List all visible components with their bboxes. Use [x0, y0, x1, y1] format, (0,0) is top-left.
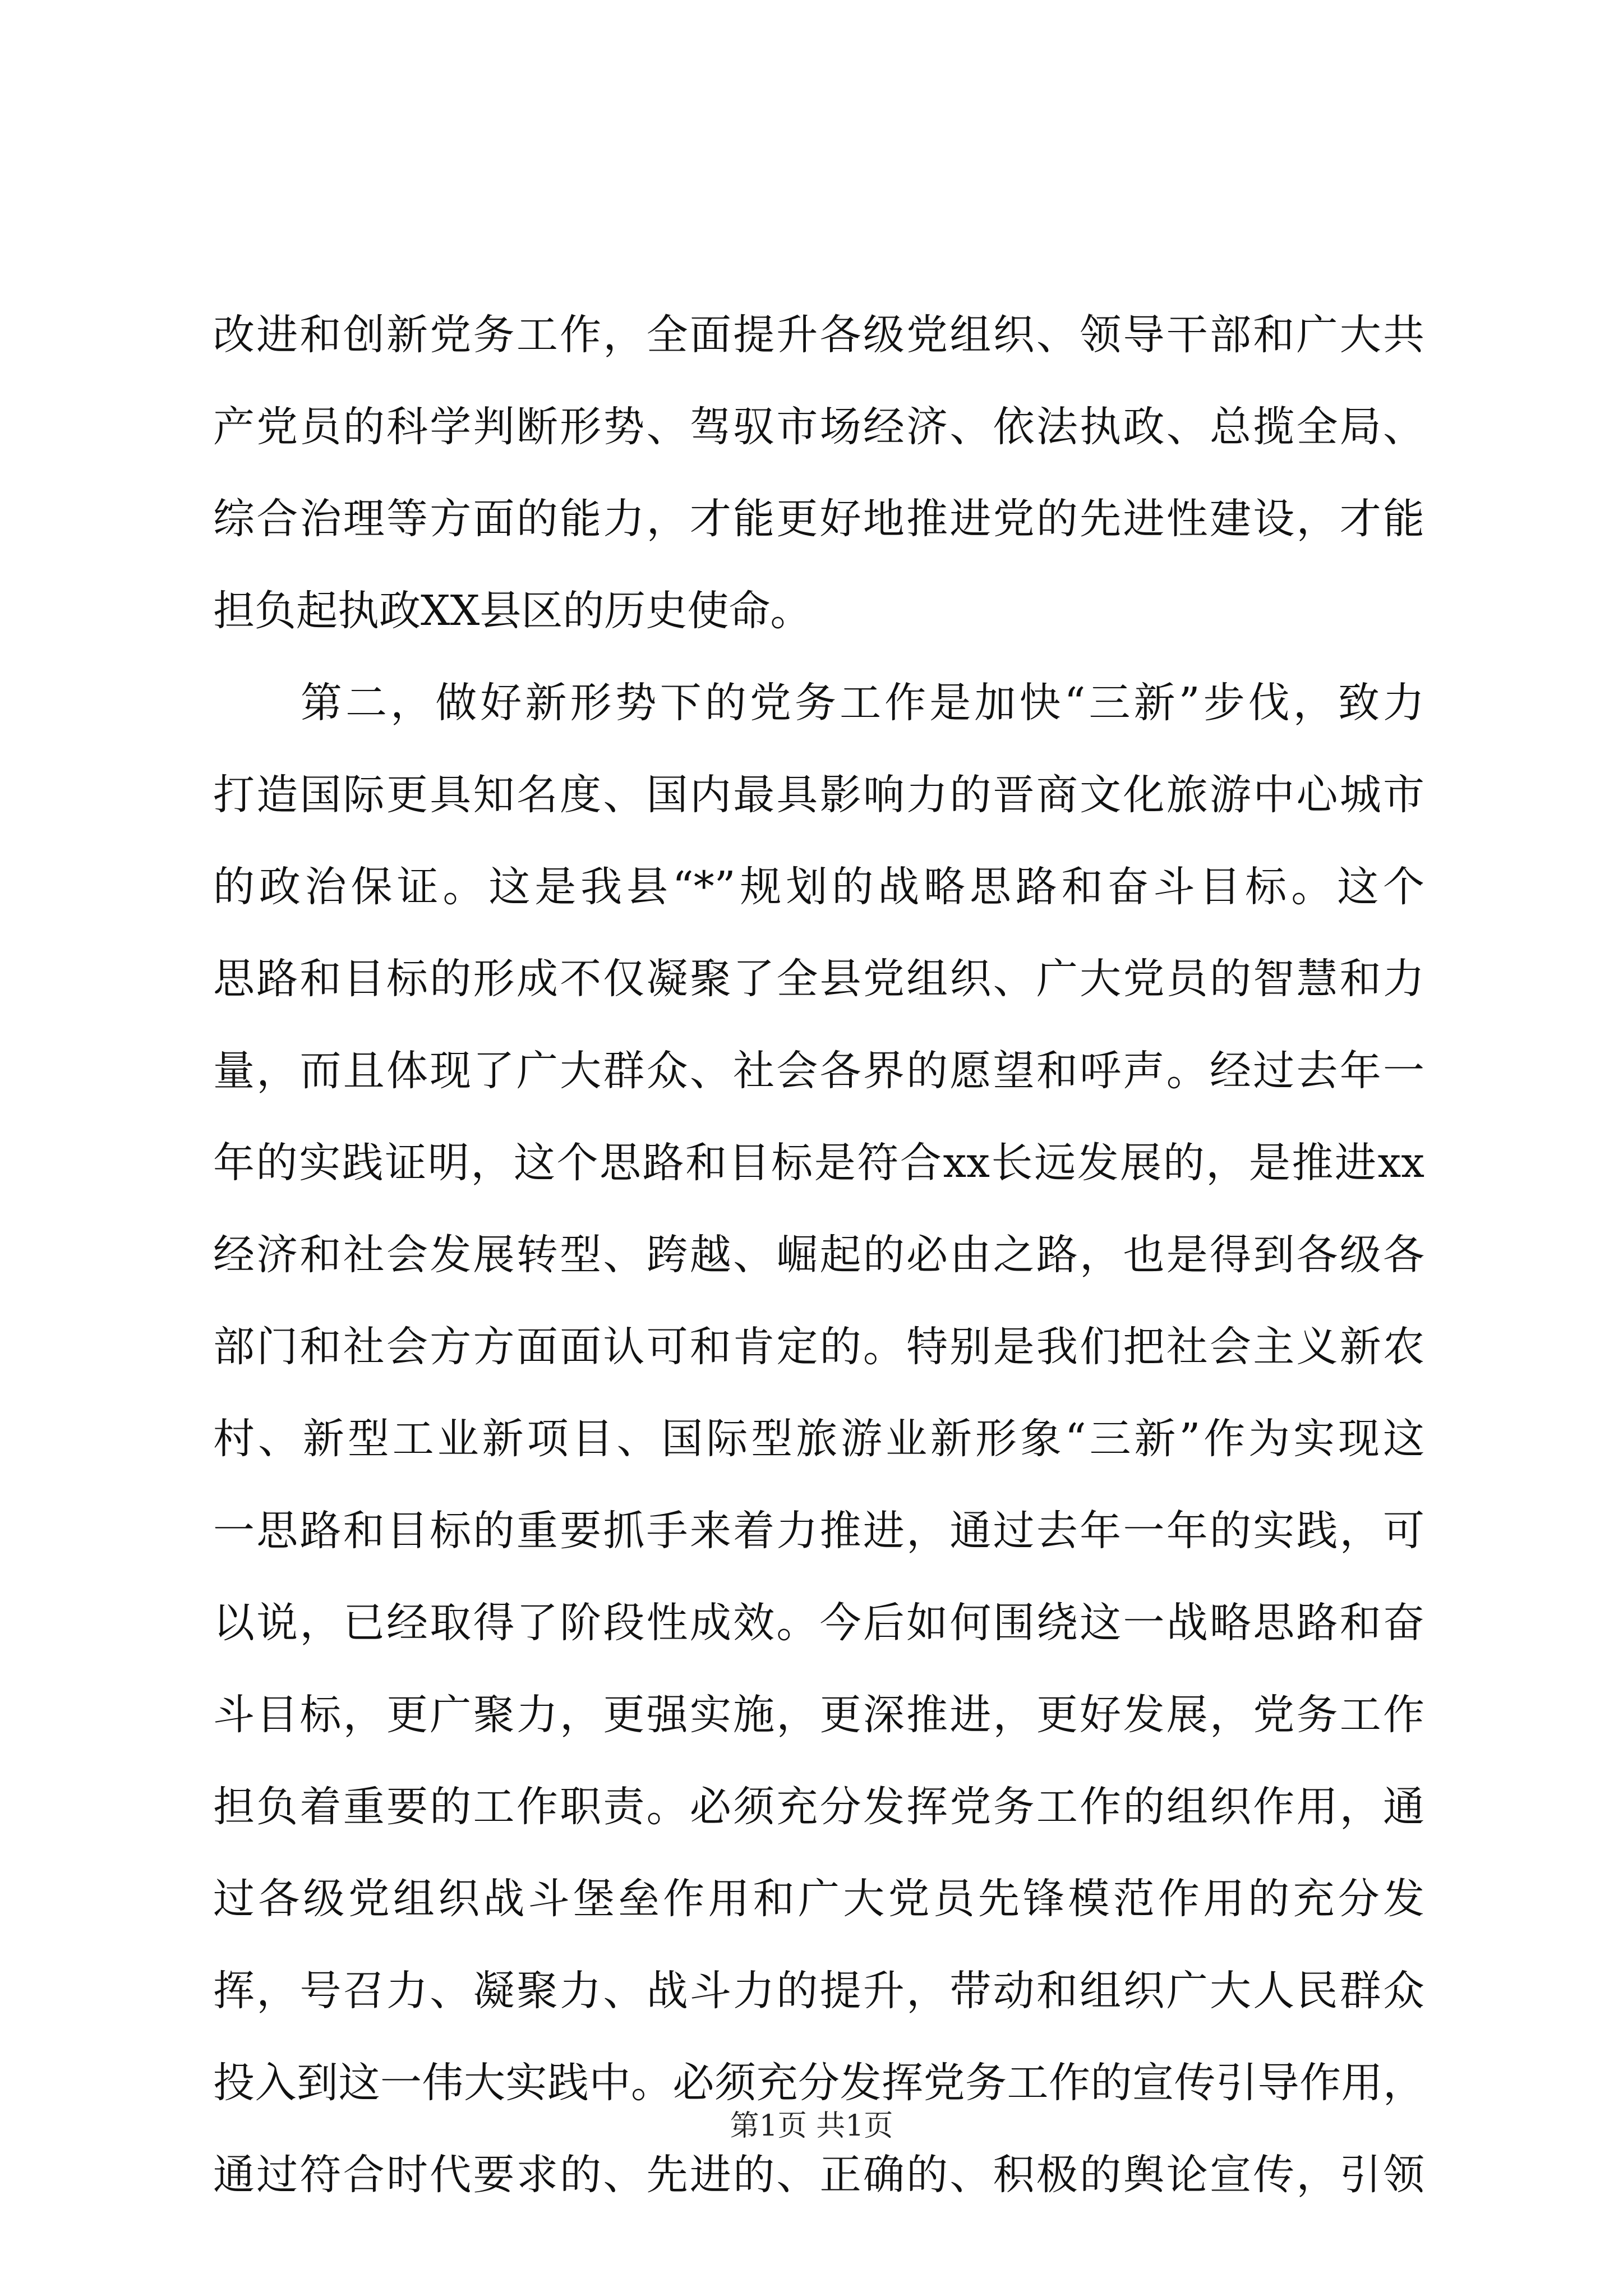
text-line: 部门和社会方方面面认可和肯定的。特别是我们把社会主义新农 [213, 1323, 1424, 1371]
text-line: 通过符合时代要求的、先进的、正确的、积极的舆论宣传，引领 [213, 2151, 1424, 2199]
page-number-footer: 第1页 共1页 [730, 2109, 893, 2143]
text-line: 村、新型工业新项目、国际型旅游业新形象“三新”作为实现这 [213, 1415, 1424, 1463]
text-line: 打造国际更具知名度、国内最具影响力的晋商文化旅游中心城市 [213, 771, 1424, 819]
body-text [213, 289, 1424, 2221]
text-line: 经济和社会发展转型、跨越、崛起的必由之路，也是得到各级各 [213, 1231, 1424, 1279]
text-line: 产党员的科学判断形势、驾驭市场经济、依法执政、总揽全局、 [213, 403, 1424, 451]
text-line: 担负着重要的工作职责。必须充分发挥党务工作的组织作用，通 [213, 1783, 1424, 1831]
text-line: 担负起执政XX县区的历史使命。 [213, 587, 812, 635]
paragraph-start-line: 第二，做好新形势下的党务工作是加快“三新”步伐，致力 [301, 679, 1424, 727]
text-line: 过各级党组织战斗堡垒作用和广大党员先锋模范作用的充分发 [213, 1875, 1424, 1923]
text-line: 的政治保证。这是我县“*”规划的战略思路和奋斗目标。这个 [213, 863, 1424, 911]
text-line: 以说，已经取得了阶段性成效。今后如何围绕这一战略思路和奋 [213, 1599, 1424, 1647]
text-line: 年的实践证明，这个思路和目标是符合xx长远发展的，是推进xx [213, 1139, 1424, 1187]
text-line: 思路和目标的形成不仅凝聚了全县党组织、广大党员的智慧和力 [213, 955, 1424, 1003]
text-line: 量，而且体现了广大群众、社会各界的愿望和呼声。经过去年一 [213, 1047, 1424, 1095]
text-line: 改进和创新党务工作，全面提升各级党组织、领导干部和广大共 [213, 311, 1424, 359]
text-line: 一思路和目标的重要抓手来着力推进，通过去年一年的实践，可 [213, 1507, 1424, 1555]
text-line: 投入到这一伟大实践中。必须充分发挥党务工作的宣传引导作用， [213, 2059, 1424, 2107]
text-line: 斗目标，更广聚力，更强实施，更深推进，更好发展，党务工作 [213, 1691, 1424, 1739]
text-line: 综合治理等方面的能力，才能更好地推进党的先进性建设，才能 [213, 495, 1424, 543]
text-line: 挥，号召力、凝聚力、战斗力的提升，带动和组织广大人民群众 [213, 1967, 1424, 2015]
